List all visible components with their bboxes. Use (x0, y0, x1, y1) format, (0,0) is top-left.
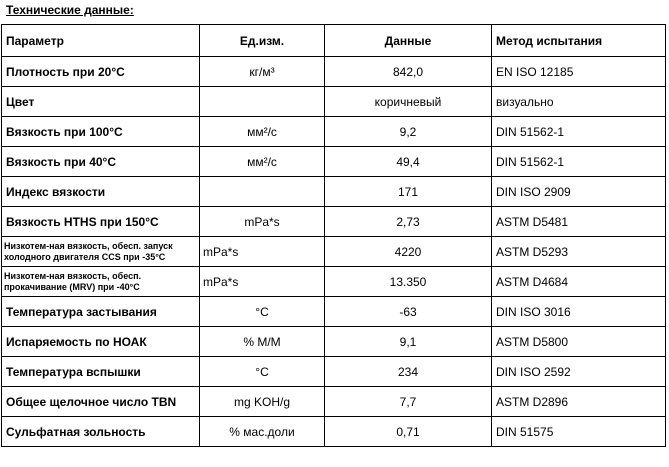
param-cell: Испаряемость по НОАК (2, 327, 200, 357)
table-row (2, 267, 666, 297)
value-cell: 9,2 (325, 117, 492, 147)
method-cell: DIN ISO 2592 (492, 357, 666, 387)
param-cell: Общее щелочное число TBN (2, 387, 200, 417)
param-cell: Низкотем-ная вязкость, обесп. запуск холодного двигателя CCS при -35°С (2, 237, 200, 267)
param-cell: Температура вспышки (2, 357, 200, 387)
param-cell: Вязкость HTHS при 150°С (2, 207, 200, 237)
value-cell: -63 (325, 297, 492, 327)
value-cell: 0,71 (325, 417, 492, 447)
value-cell: 4220 (325, 237, 492, 267)
unit-cell: mPa*s (200, 237, 325, 267)
param-cell: Цвет (2, 87, 200, 117)
value-cell: 13.350 (325, 267, 492, 297)
param-cell: Вязкость при 100°С (2, 117, 200, 147)
value-cell: 9,1 (325, 327, 492, 357)
header-method: Метод испытания (492, 25, 666, 57)
param-cell: Вязкость при 40°С (2, 147, 200, 177)
value-cell: 842,0 (325, 57, 492, 87)
unit-cell: mPa*s (200, 267, 325, 297)
method-cell: ASTM D5481 (492, 207, 666, 237)
table-row (2, 147, 666, 177)
param-cell: Температура застывания (2, 297, 200, 327)
value-cell: коричневый (325, 87, 492, 117)
unit-cell: % M/M (200, 327, 325, 357)
table-row (2, 237, 666, 267)
table-row (2, 117, 666, 147)
method-cell: ASTM D2896 (492, 387, 666, 417)
technical-data-table (1, 24, 666, 447)
unit-cell: mPa*s (200, 207, 325, 237)
header-value: Данные (325, 25, 492, 57)
table-row (2, 357, 666, 387)
unit-cell: кг/м³ (200, 57, 325, 87)
param-cell: Низкотем-ная вязкость, обесп. прокачивание (MRV) при -40°С (2, 267, 200, 297)
unit-cell (200, 87, 325, 117)
table-row (2, 177, 666, 207)
table-row (2, 207, 666, 237)
method-cell: DIN ISO 3016 (492, 297, 666, 327)
section-title: Технические данные: (6, 3, 134, 17)
header-param: Параметр (2, 25, 200, 57)
header-unit: Ед.изм. (200, 25, 325, 57)
method-cell: EN ISO 12185 (492, 57, 666, 87)
unit-cell: °С (200, 297, 325, 327)
method-cell: ASTM D5800 (492, 327, 666, 357)
param-cell: Индекс вязкости (2, 177, 200, 207)
table-row (2, 387, 666, 417)
method-cell: ASTM D4684 (492, 267, 666, 297)
table-row (2, 327, 666, 357)
table-row (2, 417, 666, 447)
method-cell: DIN 51562-1 (492, 117, 666, 147)
value-cell: 171 (325, 177, 492, 207)
table-row (2, 87, 666, 117)
param-cell: Плотность при 20°С (2, 57, 200, 87)
unit-cell: °С (200, 357, 325, 387)
unit-cell (200, 177, 325, 207)
method-cell: ASTM D5293 (492, 237, 666, 267)
unit-cell: mg KOH/g (200, 387, 325, 417)
unit-cell: мм²/с (200, 147, 325, 177)
table-row (2, 297, 666, 327)
value-cell: 2,73 (325, 207, 492, 237)
method-cell: DIN 51575 (492, 417, 666, 447)
table-row (2, 57, 666, 87)
value-cell: 234 (325, 357, 492, 387)
value-cell: 7,7 (325, 387, 492, 417)
method-cell: визуально (492, 87, 666, 117)
method-cell: DIN 51562-1 (492, 147, 666, 177)
value-cell: 49,4 (325, 147, 492, 177)
table-header-row (2, 25, 666, 57)
method-cell: DIN ISO 2909 (492, 177, 666, 207)
unit-cell: мм²/с (200, 117, 325, 147)
unit-cell: % мас.доли (200, 417, 325, 447)
param-cell: Сульфатная зольность (2, 417, 200, 447)
